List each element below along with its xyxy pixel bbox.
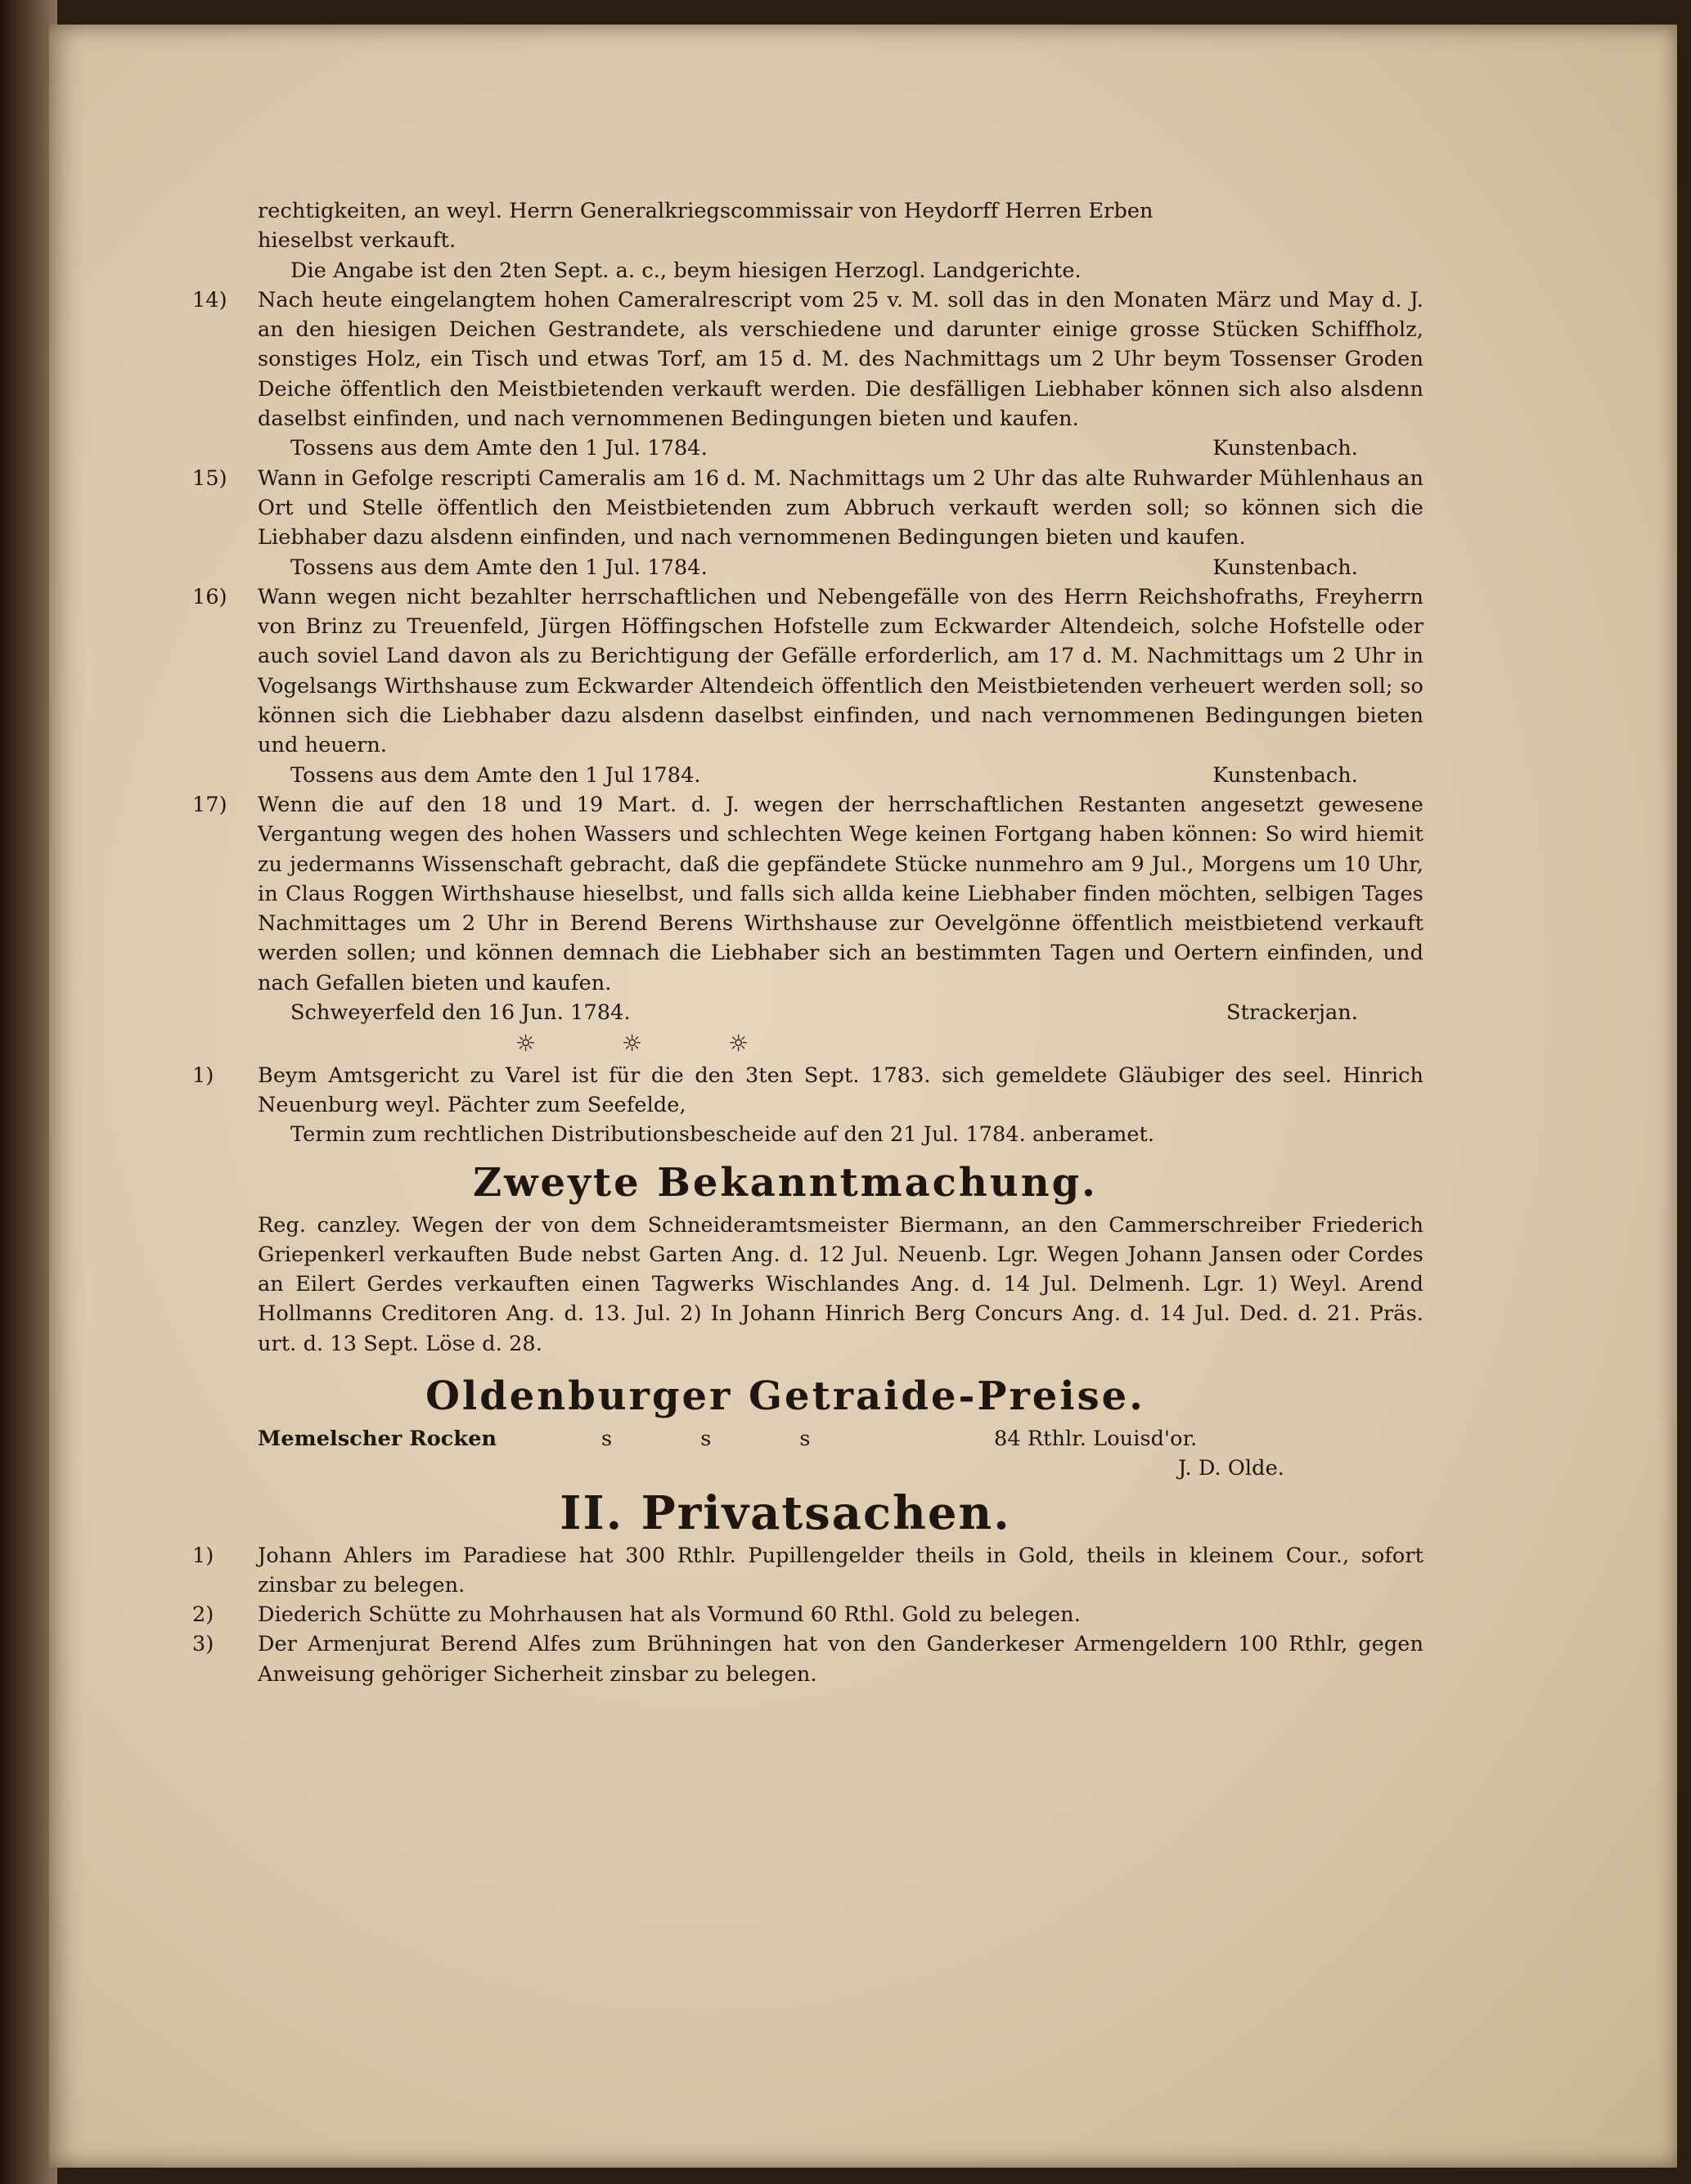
entry-place-date: Tossens aus dem Amte den 1 Jul 1784. <box>290 762 701 788</box>
entry-text: Der Armenjurat Berend Alfes zum Brühningen hat von den Ganderkeser Armengeldern 100 Rthlr, gegen Anweisung gehöriger Sicherheit zinsbar zu belegen. <box>258 1632 1423 1687</box>
entry-number: 15) <box>192 465 227 491</box>
entry-17-signature <box>147 998 1423 1027</box>
price-dots: s s s <box>601 1426 852 1451</box>
entry-place-date: Schweyerfeld den 16 Jun. 1784. <box>290 1000 631 1026</box>
entry-text: Beym Amtsgericht zu Varel ist für die den 3ten Sept. 1783. sich gemeldete Gläubiger des seel. Hinrich Neuenburg weyl. Pächter zum Seefelde, <box>258 1063 1423 1117</box>
entry-signer: Kunstenbach. <box>1212 555 1358 580</box>
entry-number: 14) <box>192 287 227 312</box>
price-value: 84 Rthlr. Louisd'or. <box>994 1426 1198 1451</box>
entry-place-date: Tossens aus dem Amte den 1 Jul. 1784. <box>290 555 708 580</box>
entry-17 <box>147 790 1423 998</box>
ornament-stars: ☼ ☼ ☼ <box>515 1030 789 1058</box>
privat-entry-3 <box>147 1629 1423 1689</box>
price-label: Memelscher Rocken <box>258 1426 497 1451</box>
top-note: Die Angabe ist den 2ten Sept. a. c., beym hiesigen Herzogl. Landgerichte. <box>290 258 1082 283</box>
top-line-1: rechtigkeiten, an weyl. Herrn Generalkriegscommissair von Heydorff Herren Erben <box>258 199 1154 223</box>
entry-number: 1) <box>192 1543 214 1568</box>
varel-entry <box>147 1061 1423 1121</box>
entry-number: 2) <box>192 1602 214 1628</box>
entry-text: Wann in Gefolge rescripti Cameralis am 16 d. M. Nachmittags um 2 Uhr das alte Ruhwarder Mühlenhaus an Ort und Stelle öffentlich den Meistbietenden zum Abbruch verkauft werden soll; so können sich die Liebhaber dazu alsdenn einfinden, und nach vernommenen Bedingungen bieten und kaufen. <box>258 465 1423 550</box>
entry-16-signature <box>147 761 1423 790</box>
privat-entry-1 <box>147 1541 1423 1601</box>
privat-entry-2 <box>147 1600 1423 1629</box>
price-signer: J. D. Olde. <box>1178 1456 1284 1481</box>
entry-text: Johann Ahlers im Paradiese hat 300 Rthlr. Pupillengelder theils in Gold, theils in kleinem Cour., sofort zinsbar zu belegen. <box>258 1543 1423 1598</box>
entry-number: 1) <box>192 1063 214 1088</box>
zweyte-text: Reg. canzley. Wegen der von dem Schneideramtsmeister Biermann, an den Cammerschreiber Friederich Griepenkerl verkauften Bude nebst Garten Ang. d. 12 Jul. Neuenb. Lgr. Wegen Johann Jansen oder Cordes an Eilert Gerdes verkauften einen Tagwerks Wischlandes Ang. d. 14 Jul. Delmenh. Lgr. 1) Weyl. Arend Hollmanns Creditoren Ang. d. 13. Jul. 2) In Johann Hinrich Berg Concurs Ang. d. 14 Jul. Ded. d. 21. Präs. urt. d. 13 Sept. Löse d. 28. <box>258 1212 1423 1356</box>
entry-signer: Kunstenbach. <box>1212 436 1358 461</box>
entry-number: 17) <box>192 792 227 817</box>
entry-text: Wenn die auf den 18 und 19 Mart. d. J. wegen der herrschaftlichen Restanten angesetzt gewesene Vergantung wegen des hohen Wassers und schlechten Wege keinen Fortgang haben können: So wird hiemit zu jedermanns Wissenschaft gebracht, daß die gepfändete Stücke nunmehro am 9 Jul., Morgens um 10 Uhr, in Claus Roggen Wirthshause hieselbst, und falls sich allda keine Liebhaber finden möchten, selbigen Tages Nachmittages um 2 Uhr in Berend Berens Wirthshause zur Oevelgönne öffentlich meistbietend verkauft werden sollen; und können demnach die Liebhaber sich an bestimmten Tagen und Oertern einfinden, und nach Gefallen bieten und kaufen. <box>258 792 1423 995</box>
entry-14 <box>147 285 1423 434</box>
page-text <box>147 196 1423 1689</box>
entry-place-date: Tossens aus dem Amte den 1 Jul. 1784. <box>290 436 708 461</box>
varel-termin: Termin zum rechtlichen Distributionsbescheide auf den 21 Jul. 1784. anberamet. <box>290 1122 1155 1148</box>
entry-text: Nach heute eingelangtem hohen Cameralrescript vom 25 v. M. soll das in den Monaten März und May d. J. an den hiesigen Deichen Gestrandete, als verschiedene und darunter einige grosse Stücken Schiffholz, sonstiges Holz, ein Tisch und etwas Torf, am 15 d. M. des Nachmittags um 2 Uhr beym Tossenser Groden Deiche öffentlich den Meistbietenden verkauft werden. Die desfälligen Liebhaber können sich also alsdenn daselbst einfinden, und nach vernommenen Bedingungen bieten und kaufen. <box>258 287 1423 432</box>
entry-15-signature <box>147 553 1423 582</box>
price-row <box>147 1424 1423 1454</box>
entry-signer: Kunstenbach. <box>1212 762 1358 788</box>
entry-15 <box>147 464 1423 553</box>
top-line-2: hieselbst verkauft. <box>258 228 456 254</box>
entry-number: 3) <box>192 1632 214 1657</box>
entry-16 <box>147 582 1423 761</box>
entry-text: Diederich Schütte zu Mohrhausen hat als Vormund 60 Rthl. Gold zu belegen. <box>258 1602 1081 1628</box>
entry-number: 16) <box>192 584 227 609</box>
entry-14-signature <box>147 434 1423 463</box>
entry-signer: Strackerjan. <box>1226 1000 1358 1026</box>
entry-text: Wann wegen nicht bezahlter herrschaftlichen und Nebengefälle von des Herrn Reichshofraths, Freyherrn von Brinz zu Treuenfeld, Jürgen Höffingschen Hofstelle zum Eckwarder Altendeich, solche Hofstelle oder auch soviel Land davon als zu Berichtigung der Gefälle erforderlich, am 17 d. M. Nachmittags um 2 Uhr in Vogelsangs Wirthshause zum Eckwarder Altendeich öffentlich den Meistbietenden verheuert werden soll; so können sich die Liebhaber dazu alsdenn daselbst einfinden, und nach vernommenen Bedingungen bieten und heuern. <box>258 584 1423 758</box>
heading-getraide-preise: Oldenburger Getraide-Preise. <box>425 1373 1145 1419</box>
heading-privatsachen: II. Privatsachen. <box>560 1485 1011 1540</box>
heading-zweyte-bekanntmachung: Zweyte Bekanntmachung. <box>473 1159 1098 1206</box>
document-page <box>49 25 1677 2168</box>
